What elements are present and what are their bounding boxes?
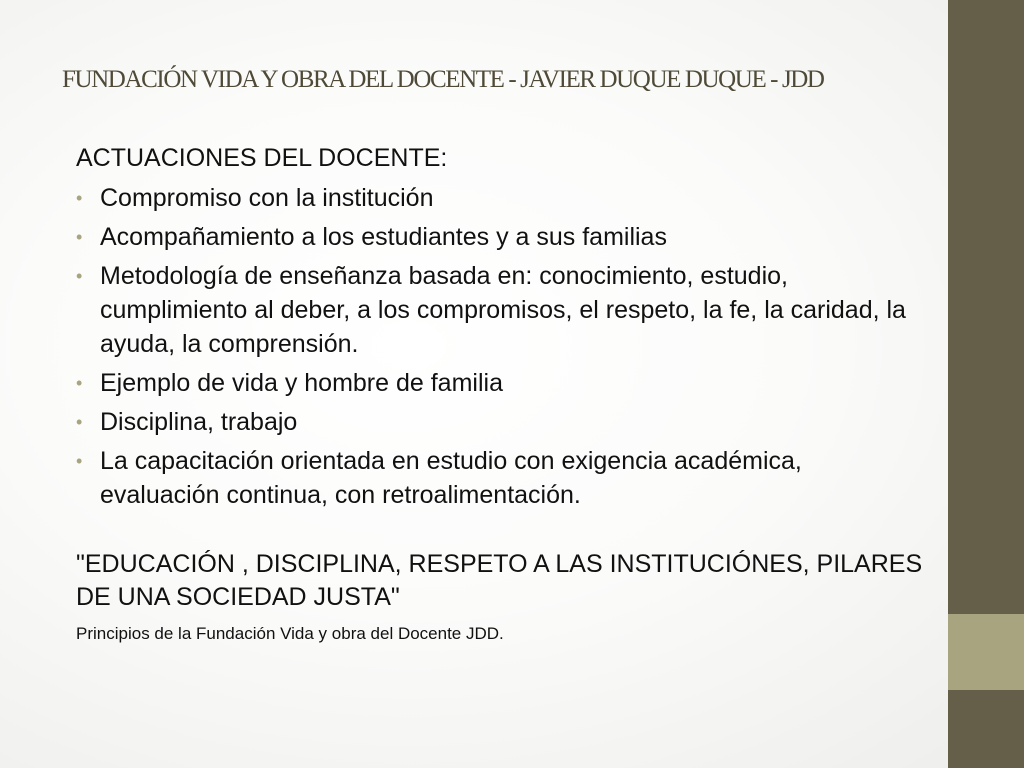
bullet-item: [76, 259, 926, 361]
bullet-item: [76, 366, 926, 400]
bullet-item: [76, 444, 926, 512]
bullet-text: Metodología de enseñanza basada en: conocimiento, estudio, cumplimiento al deber, a los compromisos, el respeto, la fe, la caridad, la ayuda, la comprensión.: [100, 262, 906, 358]
bullet-text: Ejemplo de vida y hombre de familia: [100, 369, 503, 397]
bullet-list: [76, 181, 926, 512]
motto-quote: "EDUCACIÓN , DISCIPLINA, RESPETO A LAS INSTITUCIÓNES, PILARES DE UNA SOCIEDAD JUSTA": [76, 550, 923, 611]
slide-title: FUNDACIÓN VIDA Y OBRA DEL DOCENTE - JAVIER DUQUE DUQUE - JDD: [62, 66, 824, 93]
slide-content: [76, 140, 926, 646]
bullet-text: Acompañamiento a los estudiantes y a sus familias: [100, 223, 667, 251]
bullet-text: La capacitación orientada en estudio con exigencia académica, evaluación continua, con retroalimentación.: [100, 447, 802, 509]
bullet-item: [76, 220, 926, 254]
bullet-icon: •: [76, 227, 83, 247]
section-heading: ACTUACIONES DEL DOCENTE:: [76, 144, 448, 172]
side-accent-block: [948, 614, 1024, 690]
bullet-icon: •: [76, 412, 83, 432]
bullet-item: [76, 181, 926, 215]
bullet-item: [76, 405, 926, 439]
bullet-text: Disciplina, trabajo: [100, 408, 298, 436]
bullet-text: Compromiso con la institución: [100, 184, 434, 212]
bullet-icon: •: [76, 188, 83, 208]
bullet-icon: •: [76, 451, 83, 471]
quote-source: Principios de la Fundación Vida y obra del Docente JDD.: [76, 624, 504, 643]
bullet-icon: •: [76, 266, 83, 286]
bullet-icon: •: [76, 373, 83, 393]
